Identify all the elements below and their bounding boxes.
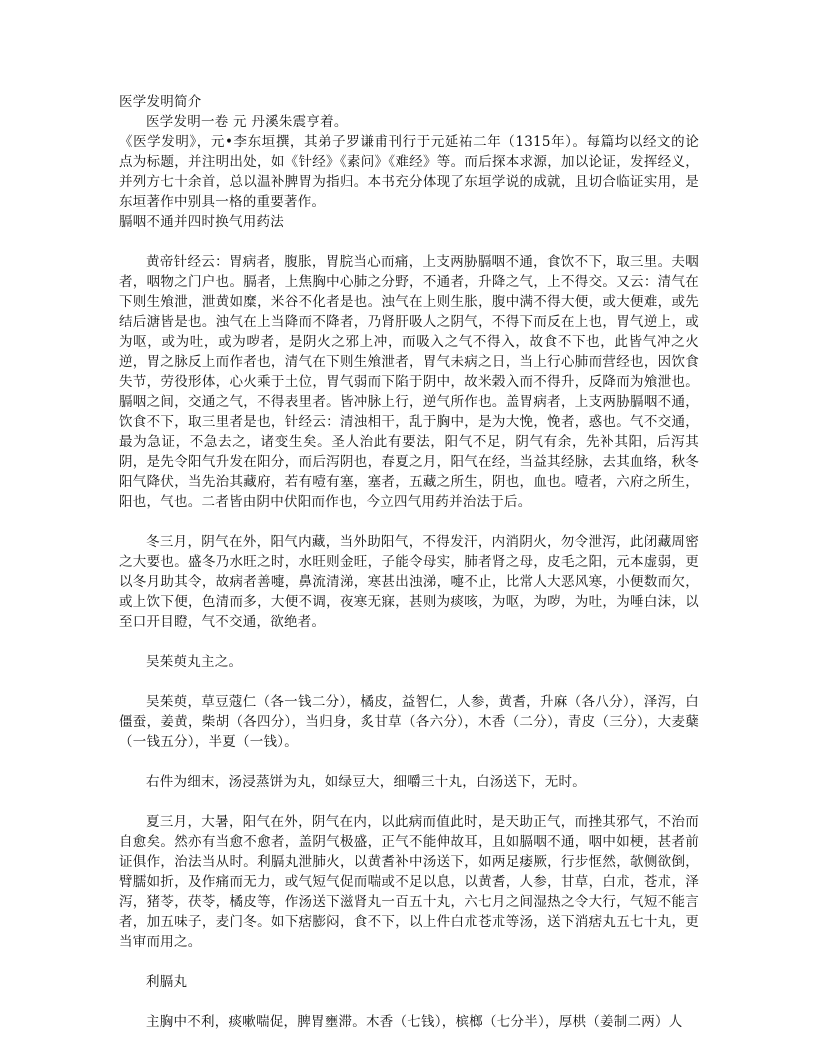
paragraph-1: 黄帝针经云：胃病者，腹胀，胃脘当心而痛，上支两胁膈咽不通，食饮不下，取三里。夫咽者，咽物之门户也。膈者，上焦胸中心肺之分野，不通者，升降之气，上不得交。又云：清气在下则生飧泄，泄黄如糜，米谷不化者是也。浊气在上则生胀，腹中满不得大便，或大便难，或先结后溏皆是也。浊气在上当降而不降者，乃肾肝吸人之阴气，不得下而反在上也，胃气逆上，或为呕，或为吐，或为哕者，是阴火之邪上冲，而吸入之气不得入，故食不下也，此皆气冲之火逆，胃之脉反上而作者也，清气在下则生飧泄者，胃气未病之日，当上行心肺而营经也，因饮食失节，劳役形体，心火乘于土位，胃气弱而下陷于阴中，故米榖入而不得升，反降而为飧泄也。膈咽之间，交通之气，不得表里者。皆冲脉上行，逆气所作也。盖胃病者，上支两胁膈咽不通，饮食不下，取三里者是也，针经云：清浊相干，乱于胸中，是为大悗，悗者，惑也。气不交通，最为急证，不急去之，诸变生矣。圣人治此有要法，阳气不足，阴气有余，先补其阳，后泻其阴，是先令阳气升发在阳分，而后泻阴也，春夏之月，阳气在经，当益其经脉，去其血络，秋冬阳气降伏，当先治其藏府，若有噎有塞，塞者，五藏之所生，阴也，血也。噎者，六府之所生，阳也，气也。二者皆由阴中伏阳而作也，今立四气用药并治法于后。: [119, 254, 699, 510]
paragraph-5: 右件为细末，汤浸蒸饼为丸，如绿豆大，细嚼三十丸，白汤送下，无时。: [146, 774, 586, 790]
doc-intro: 《医学发明》，元•李东垣撰，其弟子罗谦甫刊行于元延祐二年（1315年）。每篇均以经文的论点为标题，并注明出处，如《针经》《素问》《难经》等。而后探本求源，加以论证，发挥经义，并列方七十余首，总以温补脾胃为指归。本书充分体现了东垣学说的成就，且切合临证实用，是东垣著作中别具一格的重要著作。: [119, 134, 699, 210]
paragraph-7: 利膈丸: [146, 974, 188, 990]
paragraph-3: 吴茱萸丸主之。: [146, 654, 243, 670]
paragraph-2: 冬三月，阴气在外，阳气内藏，当外助阳气，不得发汗，内消阴火，勿令泄泻，此闭藏周密之大要也。盛冬乃水旺之时，水旺则金旺，子能令母实，肺者肾之母，皮毛之阳，元本虚弱，更以冬月助其令，故病者善嚏，鼻流清涕，寒甚出浊涕，嚏不止，比常人大恶风寒，小便数而欠，或上饮下便，色清而多，大便不调，夜寒无寐，甚则为痰咳，为呕，为哕，为吐，为唾白沫，以至口开目瞪，气不交通，欲绝者。: [119, 534, 699, 630]
document-page: [119, 92, 699, 1032]
doc-heading: 医学发明简介: [119, 94, 202, 110]
paragraph-6: 夏三月，大暑，阳气在外，阴气在内，以此病而值此时，是天助正气，而挫其邪气，不治而自愈矣。然亦有当愈不愈者，盖阴气极盛，正气不能伸故耳，且如膈咽不通，咽中如梗，甚者前证俱作，治法当从时。利膈丸泄肺火，以黄耆补中汤送下，如两足痿厥，行步恇然，欹侧欲倒，臂臑如折，及作痛而无力，或气短气促而喘或不足以息，以黄耆，人参，甘草，白朮，苍朮，泽泻，猪苓，茯苓，橘皮等，作汤送下滋肾丸一百五十丸，六七月之间湿热之令大行，气短不能言者，加五味子，麦门冬。如下痞膨闷，食不下，以上件白朮苍朮等汤，送下消痞丸五七十丸，更当审而用之。: [119, 814, 699, 950]
paragraph-8: 主胸中不利，痰嗽喘促，脾胃壅滞。木香（七钱），槟榔（七分半），厚栱（姜制二两）人: [146, 1014, 683, 1030]
doc-subheading: 医学发明一卷 元 丹溪朱震亨着。: [146, 114, 348, 130]
section-title: 膈咽不通并四时换气用药法: [119, 214, 284, 230]
paragraph-4: 吴茱萸，草豆蔻仁（各一钱二分），橘皮，益智仁，人参，黄耆，升麻（各八分），泽泻，白僵蚕，姜黄，柴胡（各四分），当归身，炙甘草（各六分），木香（二分），青皮（三分），大麦蘖（一钱五分），半夏（一钱）。: [119, 694, 699, 750]
